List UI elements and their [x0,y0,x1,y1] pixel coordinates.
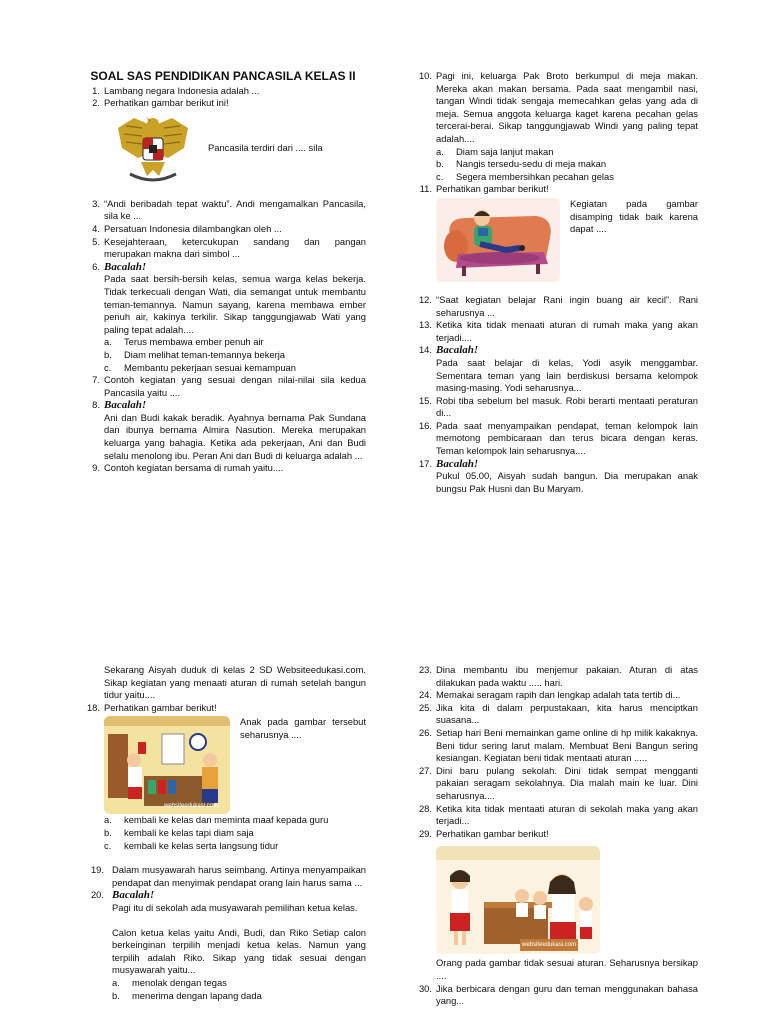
question-11-caption: Kegiatan pada gambar disamping tidak baik karena dapat .... [570,197,698,235]
reading-passage: Ani dan Budi kakak beradik. Ayahnya bernama Pak Sundana dan ibunya bernama Almira Nasution. Mereka merupakan keluarga yang bahagia. Ketika ada pekerjaan, Ani dan Budi selalu menolong ibu. Peran Ani dan Budi di keluarga adalah ... [104,411,366,461]
question-15: 15. Robi tiba sebelum bel masuk. Robi berarti mentaati peraturan di... [418,394,698,419]
question-17-continuation: Sekarang Aisyah duduk di kelas 2 SD Websiteedukasi.com. Sikap kegiatan yang menaati aturan di rumah setelah bangun tidur yaitu.... [104,664,366,701]
question-9: 9. Contoh kegiatan bersama di rumah yaitu.... [92,462,284,474]
question-16: 16. Pada saat menyampaikan pendapat, teman kelompok lain memotong pembicaraan dan terus bicara dengan keras. Teman kelompok lain seharusnya.... [418,419,698,457]
question-18-caption: Anak pada gambar tersebut seharusnya .... [240,716,366,740]
boy-on-sofa-image [436,198,560,282]
option-b: b. menerima dengan lapang dada [112,989,262,1001]
question-1: 1. Lambang negara Indonesia adalah ... [92,84,260,96]
classroom-door-image [104,716,230,814]
question-6: 6. Bacalah! Pada saat bersih-bersih kelas, semua warga kelas bekerja. Tidak terkecuali dengan Wati, dia semangat untuk membantu teman-temannya. Namun sayang, karena membawa ember penuh air, kakinya terkilir. Sikap tanggungjawab Wati yang paling tepat adalah.... a. Terus membawa ember penuh air b. Diam melihat teman-temannya bekerja c. Membantu pekerjaan sesuai kemampuan [92,260,366,373]
garuda-pancasila-image [112,112,194,190]
bacalah-heading: Bacalah! [112,889,155,902]
question-20: 20. Bacalah! Pagi itu di sekolah ada musyawarah pemilihan ketua kelas. Calon ketua kelas yaitu Andi, Budi, dan Riko Setiap calon berkeinginan terpilih menjadi ketua kelas. Namun yang terpilih adalah Riko. Sikap yang tidak sesuai dengan musyawarah yaitu... a. menolak dengan tegas b. menerima dengan lapang dada [90,889,366,1001]
option-c: c. Membantu pekerjaan sesuai kemampuan [104,361,296,373]
bacalah-heading: Bacalah! [436,344,479,357]
question-14: 14. Bacalah! Pada saat belajar di kelas, Yodi asyik menggambar. Sementara teman yang lain berdiskusi bersama kelompok masing-masing. Yodi seharusnya... [418,344,698,394]
question-18: 18. Perhatikan gambar berikut! websiteedukasi.com Anak pada gambar tersebut seharusnya .... a. kembali ke kelas dan meminta maaf kepada guru b. kembali ke kelas tapi diam saja c. kembali ke kelas serta langsung tidur [86,701,366,851]
question-26: 26. Setiap hari Beni memainkan game online di hp milik kakaknya. Beni tidur sering larut malam. Membuat Beni Bangun sering kesiangan. Kegiatan beni tidak mentaati aturan ..... [418,726,698,764]
question-25: 25. Jika kita di dalam perpustakaan, kita harus menciptkan suasana... [418,701,698,726]
reading-passage: Pada saat bersih-bersih kelas, semua warga kelas bekerja. Tidak terkecuali dengan Wati, dia semangat untuk membantu teman-temannya. Namun sayang, karena membawa ember penuh air, kakinya terkilir. Sikap tanggungjawab Wati yang paling tepat adalah.... [104,273,366,335]
image-watermark: websiteedukasi.com [164,802,219,809]
question-3: 3. “Andi beribadah tepat waktu”. Andi mengamalkan Pancasila, sila ke ... [92,197,366,222]
question-12: 12. “Saat kegiatan belajar Rani ingin buang air kecil”. Rani seharusnya ... [418,293,698,318]
bacalah-heading: Bacalah! [436,457,479,470]
question-2-caption: Pancasila terdiri dari .... sila [208,141,323,153]
question-5: 5. Kesejahteraan, ketercukupan sandang dan pangan merupakan makna dari simbol ... [92,235,366,260]
question-27: 27. Dini baru pulang sekolah. Dini tidak sempat mengganti pakaian seragam sekolahnya. Dia malah main ke luar. Dini seharusnya.... [418,764,698,801]
page1-right-column [412,70,698,495]
question-28: 28. Ketika kita tidak mentaati aturan di sekolah maka yang akan terjadi... [418,802,698,827]
bacalah-heading: Bacalah! [104,260,147,273]
question-10: 10. Pagi ini, keluarga Pak Broto berkumpul di meja makan. Mereka akan makan bersama. Pada saat mengambil nasi, tangan Windi tidak sengaja memecahkan gelas yang ada di meja. Semua anggota keluarga kaget karena pecahan gelas tercerai-berai. Sikap tanggungjawab Windi yang paling tepat adalah.... a. Diam saja lanjut makan b. Nangis tersedu-sedu di meja makan c. Segera membersihkan pecahan gelas [418,70,698,182]
image-watermark: websiteedukasi.com [520,939,578,952]
option-a: a. Diam saja lanjut makan [436,145,554,157]
question-7: 7. Contoh kegiatan yang sesuai dengan nilai-nilai sila kedua Pancasila yaitu .... [92,374,366,398]
question-23: 23. Dina membantu ibu menjemur pakaian. Aturan di atas dilakukan pada waktu ..... hari. [418,664,698,688]
option-a: a. Terus membawa ember penuh air [104,336,264,348]
question-13: 13. Ketika kita tidak menaati aturan di rumah maka yang akan terjadi.... [418,319,698,343]
children-at-teacher-desk-image [436,846,600,954]
question-29-caption: Orang pada gambar tidak sesuai aturan. Seharusnya bersikap .... [436,957,698,981]
question-19: 19. Dalam musyawarah harus seimbang. Artinya menyampaikan pendapat dan menyimak pendapat orang lain harus sama ... [90,864,366,888]
option-b: b. Nangis tersedu-sedu di meja makan [436,158,607,170]
question-2: 2. Perhatikan gambar berikut ini! Pancasila terdiri dari .... sila [80,97,366,190]
question-24: 24. Memakai seragam rapih dan lengkap adalah tata tertib di... [418,689,681,701]
option-b: b. Diam melihat teman-temannya bekerja [104,348,286,360]
option-a: a. menolak dengan tegas [112,976,227,988]
question-17: 17. Bacalah! Pukul 05.00, Aisyah sudah bangun. Dia merupakan anak bungsu Pak Husni dan Bu Maryam. [418,457,698,494]
page-title: SOAL SAS PENDIDIKAN PANCASILA KELAS II [90,69,356,83]
page2-left-column [80,664,366,1002]
option-c: c. Segera membersihkan pecahan gelas [436,170,614,182]
option-b: b. kembali ke kelas tapi diam saja [104,826,254,838]
question-30: 30. Jika berbicara dengan guru dan teman menggunakan bahasa yang... [418,982,698,1007]
option-a: a. kembali ke kelas dan meminta maaf kepada guru [104,814,329,826]
question-8: 8. Bacalah! Ani dan Budi kakak beradik. Ayahnya bernama Pak Sundana dan ibunya bernama Almira Nasution. Mereka merupakan keluarga yang bahagia. Ketika ada pekerjaan, Ani dan Budi selalu menolong ibu. Peran Ani dan Budi di keluarga adalah ... [92,399,366,461]
option-c: c. kembali ke kelas serta langsung tidur [104,839,279,851]
page1-left-column [80,70,366,475]
page2-right-column [412,664,698,1008]
question-11: 11. Perhatikan gambar berikut! Kegiatan pada gambar disamping tidak baik karena dapat .... [412,183,698,282]
bacalah-heading: Bacalah! [104,399,147,412]
question-29: 29. Perhatikan gambar berikut! websiteedukasi.com Orang pada gambar tidak sesuai aturan. Seharusnya bersikap .... [418,827,698,981]
question-4: 4. Persatuan Indonesia dilambangkan oleh ... [92,222,282,234]
